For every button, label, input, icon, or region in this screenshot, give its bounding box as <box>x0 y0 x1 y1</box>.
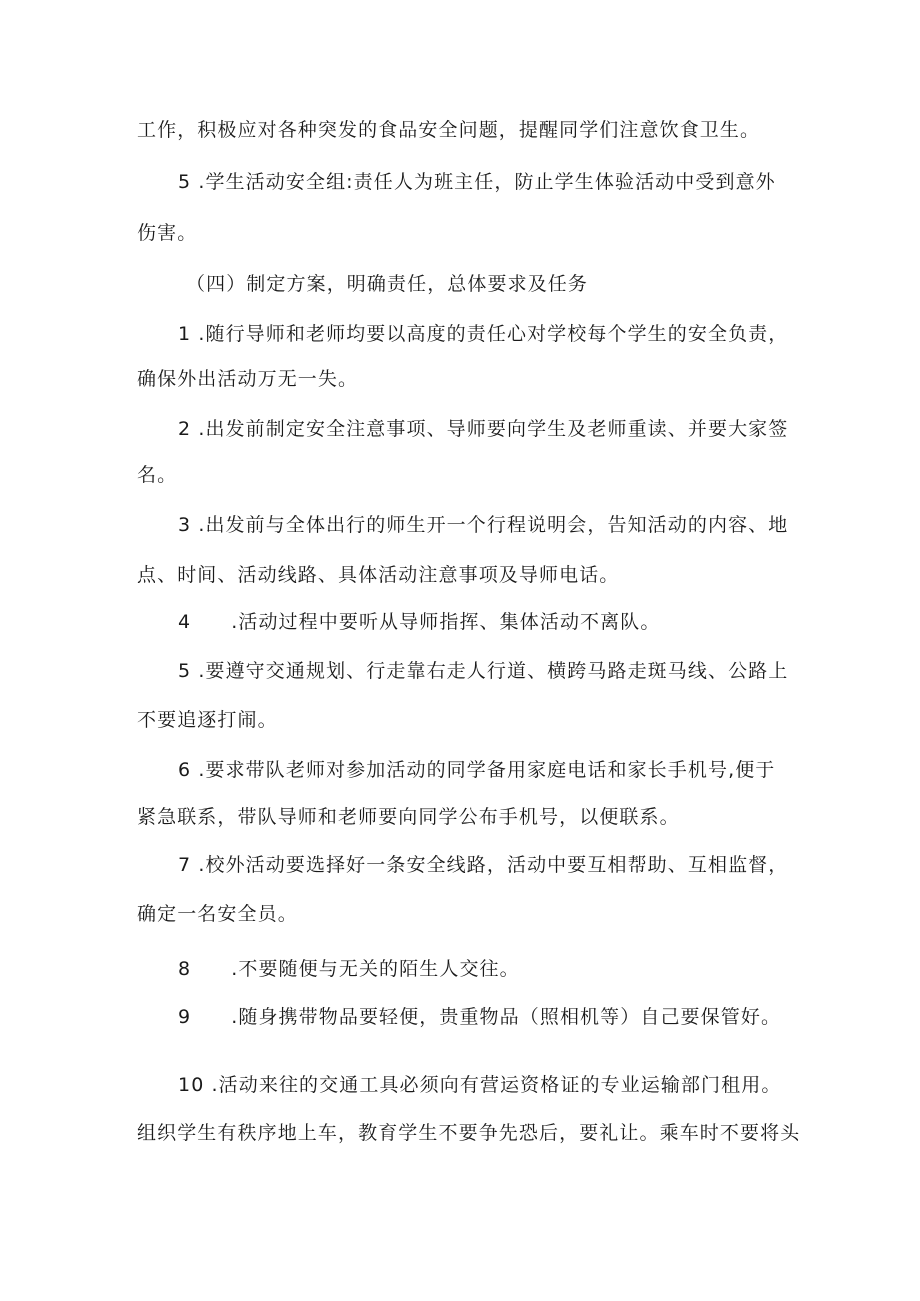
list-item-4-text: .活动过程中要听从导师指挥、集体活动不离队。 <box>231 611 661 633</box>
paragraph-line: 工作，积极应对各种突发的食品安全问题，提醒同学们注意饮食卫生。 <box>137 119 761 141</box>
list-item-3-line-2: 点、时间、活动线路、具体活动注意事项及导师电话。 <box>137 564 620 586</box>
list-item-7-line-2: 确定一名安全员。 <box>137 903 298 925</box>
list-item-9-line <box>178 1005 781 1029</box>
list-item-1-line-2: 确保外出活动万无一失。 <box>137 368 359 390</box>
list-item-4-line <box>178 610 660 634</box>
list-item-9-number: 9 <box>178 1006 192 1028</box>
list-item-2-line-2: 名。 <box>137 464 178 486</box>
list-item-5b-line-2: 不要追逐打闹。 <box>137 709 278 731</box>
list-item-10-line-1: 10 .活动来往的交通工具必须向有营运资格证的专业运输部门租用。 <box>178 1074 782 1096</box>
list-item-2-line-1: 2 .出发前制定安全注意事项、导师要向学生及老师重读、并要大家签 <box>178 418 789 440</box>
list-item-5-line-1: 5 .学生活动安全组:责任人为班主任，防止学生体验活动中受到意外 <box>178 171 776 193</box>
list-item-5-line-2: 伤害。 <box>137 222 198 244</box>
list-item-6-line-2: 紧急联系，带队导师和老师要向同学公布手机号，以便联系。 <box>137 806 680 828</box>
list-item-4-number: 4 <box>178 611 192 633</box>
list-item-6-line-1: 6 .要求带队老师对参加活动的同学备用家庭电话和家长手机号,便于 <box>178 759 776 781</box>
list-item-8-line <box>178 957 520 981</box>
list-item-7-line-1: 7 .校外活动要选择好一条安全线路，活动中要互相帮助、互相监督， <box>178 854 789 876</box>
list-item-8-number: 8 <box>178 958 192 980</box>
list-item-8-text: .不要随便与无关的陌生人交往。 <box>231 958 520 980</box>
list-item-9-text: .随身携带物品要轻便，贵重物品（照相机等）自己要保管好。 <box>231 1006 782 1028</box>
list-item-5b-line-1: 5 .要遵守交通规划、行走靠右走人行道、横跨马路走斑马线、公路上 <box>178 660 789 682</box>
section-heading: （四）制定方案，明确责任，总体要求及任务 <box>186 273 589 295</box>
list-item-1-line-1: 1 .随行导师和老师均要以高度的责任心对学校每个学生的安全负责， <box>178 323 789 345</box>
list-item-10-line-2: 组织学生有秩序地上车，教育学生不要争先恐后，要礼让。乘车时不要将头 <box>137 1122 801 1144</box>
list-item-3-line-1: 3 .出发前与全体出行的师生开一个行程说明会，告知活动的内容、地 <box>178 514 789 536</box>
